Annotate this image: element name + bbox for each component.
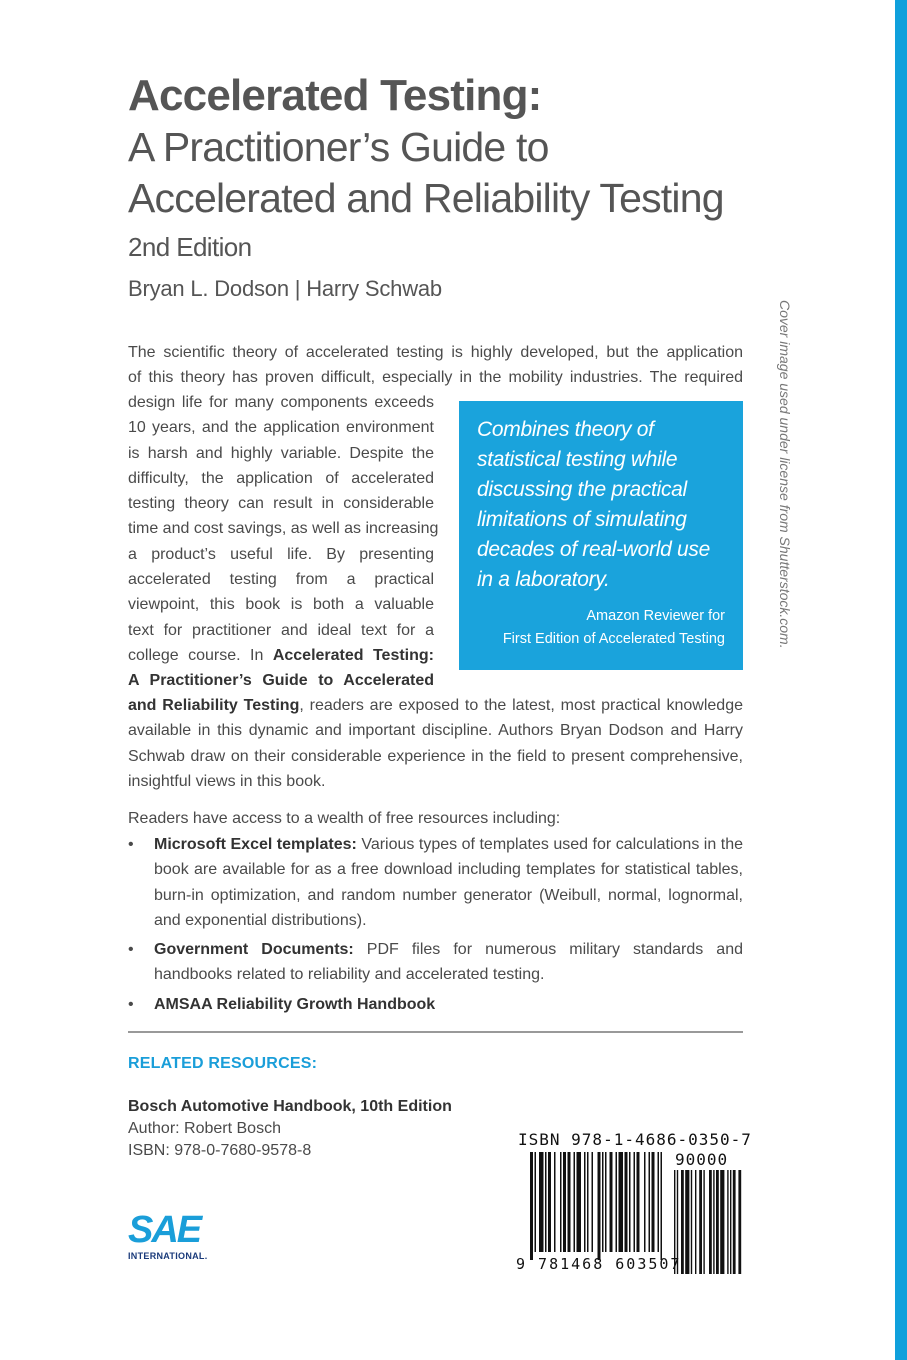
description-text: college course. In xyxy=(128,646,273,664)
description-continued xyxy=(128,693,743,794)
list-item xyxy=(128,937,743,988)
logo-subtitle: INTERNATIONAL. xyxy=(128,1251,208,1261)
related-resource xyxy=(128,1096,452,1162)
description-line: time and cost savings, as well as increasing xyxy=(128,520,439,538)
authors: Bryan L. Dodson | Harry Schwab xyxy=(128,276,442,301)
book-title-inline: A Practitioner’s Guide to Accelerated xyxy=(128,672,434,690)
bullet-icon: • xyxy=(128,995,134,1013)
related-heading: RELATED RESOURCES: xyxy=(128,1055,318,1072)
description-line: The scientific theory of accelerated testing is highly developed, but the application xyxy=(128,344,743,361)
barcode-isbn-label: ISBN 978-1-4686-0350-7 xyxy=(518,1130,752,1149)
title-line-1: Accelerated Testing: xyxy=(128,71,542,120)
resource-description: PDF files for numerous military standards and handbooks related to reliability and accelerated testing. xyxy=(154,941,744,984)
description-line: 10 years, and the application environment xyxy=(128,419,434,437)
title-line-2: A Practitioner’s Guide to xyxy=(128,124,549,170)
logo-mark: SAE xyxy=(128,1209,201,1251)
description-intro xyxy=(128,340,743,391)
image-credit: Cover image used under license from Shutterstock.com. xyxy=(777,300,793,649)
description-line: text for practitioner and ideal text for a xyxy=(128,621,434,639)
resource-list xyxy=(128,832,743,1021)
description-line xyxy=(128,643,434,668)
resource-name: Government Documents: xyxy=(154,941,354,959)
sae-logo xyxy=(128,1210,208,1261)
description-line: testing theory can result in considerable xyxy=(128,495,434,513)
book-title xyxy=(128,70,828,224)
list-item xyxy=(128,832,743,933)
description-line: a product’s useful life. By presenting xyxy=(128,545,434,563)
edition: 2nd Edition xyxy=(128,232,252,262)
book-title-inline: and Reliability Testing xyxy=(128,697,300,714)
spine-stripe xyxy=(895,0,907,1360)
review-quote-box xyxy=(459,401,743,670)
attribution-line: Amazon Reviewer for xyxy=(586,608,725,624)
barcode-price-code: 90000 xyxy=(675,1150,729,1169)
divider xyxy=(128,1031,743,1033)
description-side xyxy=(128,390,439,694)
attribution-line: First Edition of Accelerated Testing xyxy=(502,631,725,647)
description-line: design life for many components exceeds xyxy=(128,394,434,411)
related-isbn: ISBN: 978-0-7680-9578-8 xyxy=(128,1142,312,1159)
resource-name: Microsoft Excel templates: xyxy=(154,836,357,853)
list-item xyxy=(128,992,743,1017)
description-line: of this theory has proven difficult, especially in the mobility industries. The required xyxy=(128,369,743,387)
resource-name: AMSAA Reliability Growth Handbook xyxy=(154,995,436,1013)
description-line: is harsh and highly variable. Despite the xyxy=(128,444,434,462)
barcode-digits: 9 781468 603507 xyxy=(516,1255,682,1273)
resources-intro: Readers have access to a wealth of free resources including: xyxy=(128,810,561,827)
description-line: viewpoint, this book is both a valuable xyxy=(128,596,434,614)
bullet-icon: • xyxy=(128,836,134,853)
description-line: difficulty, the application of accelerated xyxy=(128,469,434,487)
related-book-title: Bosch Automotive Handbook, 10th Edition xyxy=(128,1098,452,1115)
description-line: accelerated testing from a practical xyxy=(128,571,434,589)
resource-description: Various types of templates used for calculations in the book are available for as a free download including templates for statistical tables, burn-in optimization, and random number generator (Weibull, normal, lognormal, and exponential distributions). xyxy=(154,836,744,929)
title-line-3: Accelerated and Reliability Testing xyxy=(128,175,724,221)
description-line xyxy=(128,668,434,693)
book-title-inline: Accelerated Testing: xyxy=(272,646,434,664)
bullet-icon: • xyxy=(128,941,134,959)
review-quote: Combines theory of statistical testing while discussing the practical limitations of simulating decades of real-world use in a laboratory. xyxy=(477,418,710,591)
related-author: Author: Robert Bosch xyxy=(128,1120,281,1137)
review-attribution xyxy=(477,605,725,651)
description-text: , readers are exposed to the latest, most practical knowledge available in this dynamic and important discipline. Authors Bryan Dodson and Harry Schwab draw on their considerable experience in the field to present comprehensive, insightful views in this book. xyxy=(128,697,744,790)
